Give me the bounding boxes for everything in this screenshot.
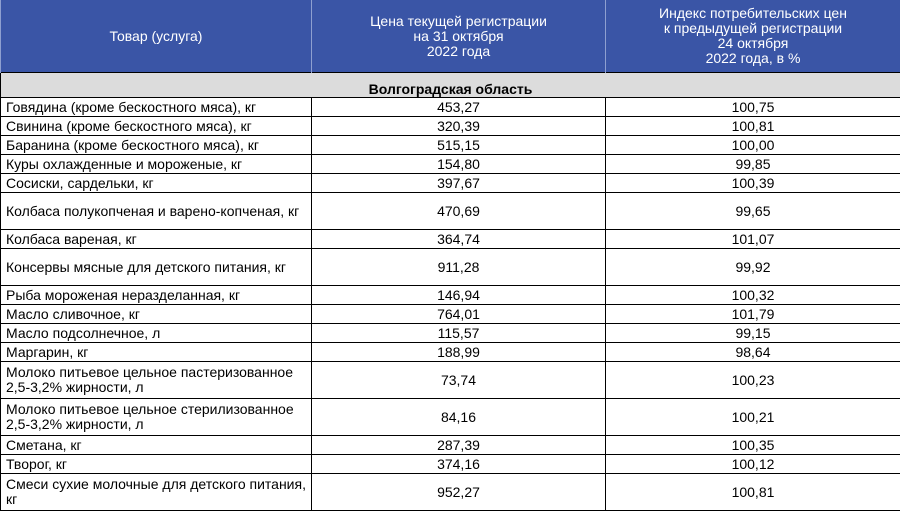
table-row	[1, 136, 900, 155]
price-value: 84,16	[312, 399, 606, 436]
index-value: 100,32	[606, 286, 900, 305]
product-name: Рыба мороженая неразделанная, кг	[1, 286, 312, 305]
product-name: Баранина (кроме бескостного мяса), кг	[1, 136, 312, 155]
product-name: Свинина (кроме бескостного мяса), кг	[1, 117, 312, 136]
product-name: Молоко питьевое цельное стерилизованное 2,5-3,2% жирности, л	[1, 399, 312, 436]
table-row	[1, 230, 900, 249]
product-name: Маргарин, кг	[1, 343, 312, 362]
product-name: Куры охлажденные и мороженые, кг	[1, 155, 312, 174]
header-index: Индекс потребительских цен к предыдущей регистрации 24 октября 2022 года, в %	[606, 0, 900, 73]
table-row	[1, 455, 900, 474]
price-value: 374,16	[312, 455, 606, 474]
product-name: Колбаса полукопченая и варено-копченая, кг	[1, 193, 312, 230]
price-value: 470,69	[312, 193, 606, 230]
table-row	[1, 343, 900, 362]
product-name: Сосиски, сардельки, кг	[1, 174, 312, 193]
index-value: 100,12	[606, 455, 900, 474]
product-name: Смеси сухие молочные для детского питания, кг	[1, 474, 312, 511]
price-value: 188,99	[312, 343, 606, 362]
price-value: 952,27	[312, 474, 606, 511]
index-value: 99,65	[606, 193, 900, 230]
table-row	[1, 98, 900, 117]
index-value: 99,15	[606, 324, 900, 343]
header-price: Цена текущей регистрации на 31 октября 2022 года	[312, 0, 606, 73]
price-value: 764,01	[312, 305, 606, 324]
index-value: 100,00	[606, 136, 900, 155]
table-row	[1, 362, 900, 399]
price-value: 515,15	[312, 136, 606, 155]
header-row	[1, 0, 900, 73]
header-product: Товар (услуга)	[1, 0, 312, 73]
index-value: 99,92	[606, 249, 900, 286]
product-name: Масло сливочное, кг	[1, 305, 312, 324]
index-value: 101,07	[606, 230, 900, 249]
region-name: Волгоградская область	[1, 73, 900, 98]
table-row	[1, 155, 900, 174]
table-row	[1, 305, 900, 324]
price-value: 397,67	[312, 174, 606, 193]
table-row	[1, 286, 900, 305]
index-value: 98,64	[606, 343, 900, 362]
product-name: Масло подсолнечное, л	[1, 324, 312, 343]
index-value: 100,21	[606, 399, 900, 436]
price-value: 287,39	[312, 436, 606, 455]
product-name: Сметана, кг	[1, 436, 312, 455]
price-value: 911,28	[312, 249, 606, 286]
table-row	[1, 249, 900, 286]
price-value: 320,39	[312, 117, 606, 136]
index-value: 100,75	[606, 98, 900, 117]
price-value: 115,57	[312, 324, 606, 343]
index-value: 100,39	[606, 174, 900, 193]
product-name: Молоко питьевое цельное пастеризованное 2,5-3,2% жирности, л	[1, 362, 312, 399]
index-value: 101,79	[606, 305, 900, 324]
price-value: 146,94	[312, 286, 606, 305]
table-row	[1, 436, 900, 455]
index-value: 99,85	[606, 155, 900, 174]
table-row	[1, 324, 900, 343]
index-value: 100,81	[606, 117, 900, 136]
product-name: Консервы мясные для детского питания, кг	[1, 249, 312, 286]
index-value: 100,23	[606, 362, 900, 399]
table-row	[1, 193, 900, 230]
table-row	[1, 117, 900, 136]
price-value: 154,80	[312, 155, 606, 174]
table-row	[1, 474, 900, 511]
product-name: Творог, кг	[1, 455, 312, 474]
region-row	[1, 73, 900, 98]
product-name: Говядина (кроме бескостного мяса), кг	[1, 98, 312, 117]
table-row	[1, 399, 900, 436]
index-value: 100,35	[606, 436, 900, 455]
price-value: 453,27	[312, 98, 606, 117]
index-value: 100,81	[606, 474, 900, 511]
product-name: Колбаса вареная, кг	[1, 230, 312, 249]
price-value: 73,74	[312, 362, 606, 399]
price-value: 364,74	[312, 230, 606, 249]
table-row	[1, 174, 900, 193]
